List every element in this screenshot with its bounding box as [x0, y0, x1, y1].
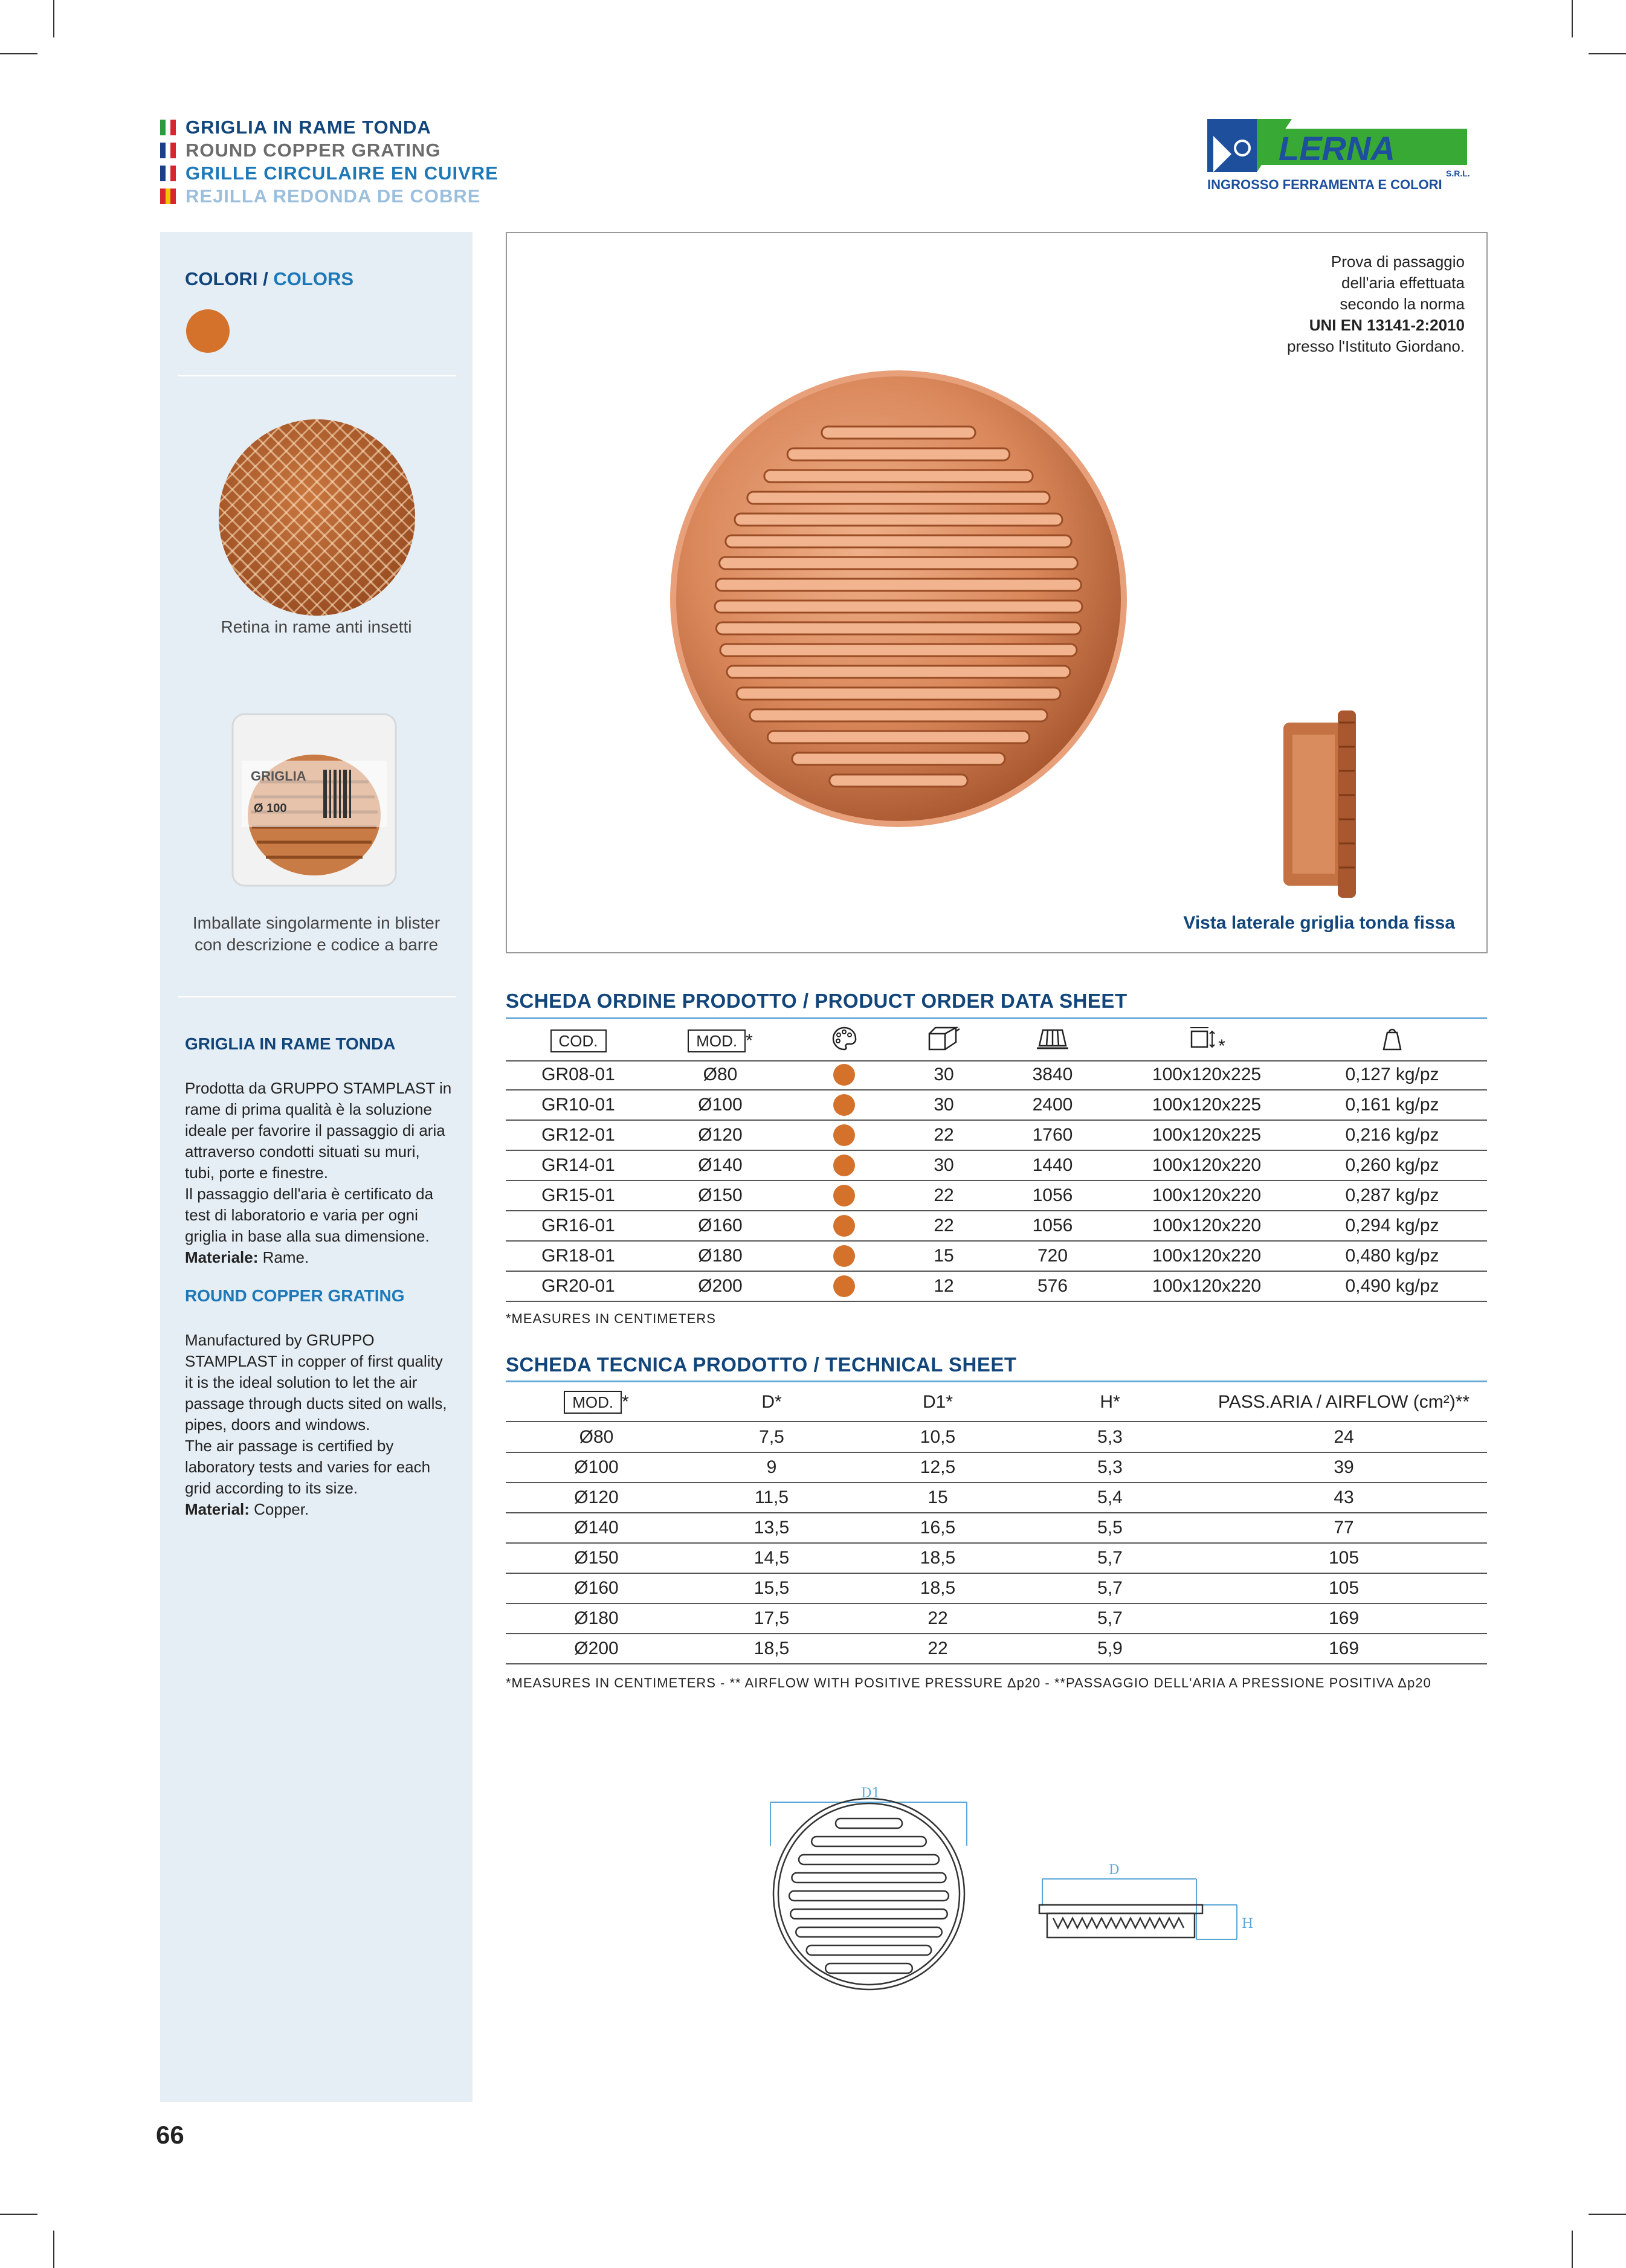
- description-line: tubi, porte e finestre.: [185, 1164, 329, 1182]
- product-title: [160, 117, 431, 138]
- table-row: [506, 1544, 1487, 1574]
- cell-pack: 15: [934, 1246, 954, 1266]
- copper-color-dot: [833, 1275, 855, 1297]
- colors-heading-en: COLORS: [273, 268, 354, 289]
- cell-air: 169: [1328, 1638, 1360, 1658]
- table-row: [506, 1574, 1487, 1604]
- cell-d1: 18,5: [920, 1578, 956, 1598]
- cell-cod: GR10-01: [541, 1095, 615, 1115]
- cell-weight: 0,161 kg/pz: [1345, 1095, 1439, 1115]
- col-h: H*: [1100, 1392, 1120, 1412]
- en-description-heading: ROUND COPPER GRATING: [185, 1286, 405, 1305]
- cell-weight: 0,260 kg/pz: [1345, 1155, 1439, 1175]
- table-row: [506, 1091, 1487, 1121]
- description-line: laboratory tests and varies for each: [185, 1458, 431, 1476]
- table-row: [506, 1121, 1487, 1151]
- cell-air: 39: [1334, 1457, 1354, 1477]
- blister-caption-line: con descrizione e codice a barre: [194, 935, 439, 954]
- cell-mod: Ø200: [698, 1276, 743, 1296]
- copper-color-swatch: [186, 309, 230, 353]
- it-description: [185, 1078, 469, 1268]
- cell-dim: 100x120x225: [1152, 1095, 1262, 1115]
- mod-label: MOD.: [688, 1029, 746, 1052]
- cell-d: 15,5: [753, 1578, 790, 1598]
- cell-dim: 100x120x225: [1152, 1125, 1262, 1145]
- color-dot-cell: [790, 1155, 898, 1176]
- col-d: D*: [761, 1392, 782, 1412]
- divider: [178, 996, 456, 997]
- cell-air: 105: [1328, 1548, 1360, 1568]
- side-view-caption: Vista laterale griglia tonda fissa: [1183, 913, 1455, 933]
- crop-mark: [1589, 53, 1626, 54]
- cell-d: 17,5: [753, 1608, 790, 1628]
- cell-pallet: 1056: [1032, 1185, 1073, 1205]
- color-dot-cell: [790, 1094, 898, 1116]
- cell-h: 5,7: [1097, 1548, 1123, 1568]
- product-title-text: ROUND COPPER GRATING: [186, 140, 441, 161]
- cell-pallet: 3840: [1032, 1065, 1073, 1084]
- cell-dim: 100x120x220: [1152, 1185, 1262, 1205]
- blister-image: [227, 709, 402, 891]
- note-line: dell'aria effettuata: [1341, 274, 1465, 292]
- cell-h: 5,3: [1097, 1427, 1123, 1447]
- cod-label: COD.: [550, 1029, 607, 1052]
- cell-cod: GR15-01: [541, 1185, 615, 1205]
- blister-caption: [160, 912, 473, 956]
- cell-pack: 22: [934, 1216, 954, 1235]
- en-description: [185, 1330, 469, 1520]
- description-line: rame di prima qualità è la soluzione: [185, 1100, 432, 1118]
- description-line: pipes, doors and windows.: [185, 1416, 370, 1434]
- cell-pack: 22: [934, 1125, 954, 1145]
- sidebar: [160, 232, 473, 2102]
- table-row: [506, 1272, 1487, 1302]
- copper-grille-side-image: [1277, 710, 1362, 898]
- cell-weight: 0,127 kg/pz: [1345, 1065, 1439, 1084]
- note-line: Prova di passaggio: [1331, 253, 1465, 271]
- table-row: [506, 1453, 1487, 1483]
- description-line: passage through ducts sited on walls,: [185, 1394, 447, 1413]
- technical-drawing: [764, 1773, 1254, 1991]
- table-row: [506, 1634, 1487, 1664]
- table-row: [506, 1423, 1487, 1453]
- asterisk: *: [746, 1030, 753, 1051]
- cell-mod: Ø150: [574, 1548, 619, 1568]
- description-line: griglia in base alla sua dimensione.: [185, 1227, 430, 1245]
- divider: [178, 375, 456, 376]
- box-icon: [898, 1025, 989, 1057]
- dimensions-icon: [1116, 1025, 1297, 1057]
- label-d1: D1: [861, 1786, 880, 1801]
- blister-size-label: Ø 100: [254, 802, 287, 815]
- mesh-image: [219, 419, 415, 616]
- cell-mod: Ø100: [698, 1095, 743, 1115]
- cell-weight: 0,490 kg/pz: [1345, 1276, 1439, 1296]
- cell-cod: GR14-01: [541, 1155, 615, 1175]
- crop-mark: [0, 2214, 37, 2215]
- product-title: [160, 140, 440, 161]
- it-description-heading: GRIGLIA IN RAME TONDA: [185, 1034, 396, 1053]
- cell-mod: Ø180: [698, 1246, 743, 1266]
- cell-air: 43: [1334, 1487, 1354, 1507]
- crop-mark: [53, 2231, 54, 2268]
- cell-h: 5,7: [1097, 1578, 1123, 1598]
- cell-pack: 12: [934, 1276, 954, 1296]
- table-row: [506, 1181, 1487, 1211]
- asterisk: *: [1218, 1036, 1225, 1056]
- product-title-text: GRILLE CIRCULAIRE EN CUIVRE: [186, 163, 498, 184]
- cell-d1: 15: [928, 1487, 948, 1507]
- table-row: [506, 1604, 1487, 1634]
- copper-grille-front-image: [669, 369, 1128, 828]
- cell-mod: Ø120: [574, 1487, 619, 1507]
- cell-mod: Ø80: [579, 1427, 614, 1447]
- flag-icon: [160, 188, 176, 204]
- cell-mod: Ø120: [698, 1125, 743, 1145]
- cell-d: 13,5: [753, 1518, 790, 1538]
- description-line: grid according to its size.: [185, 1479, 358, 1497]
- cell-h: 5,7: [1097, 1608, 1123, 1628]
- crop-mark: [1589, 2214, 1626, 2215]
- product-title: [160, 185, 480, 207]
- cell-cod: GR16-01: [541, 1216, 615, 1235]
- description-line: it is the ideal solution to let the air: [185, 1373, 418, 1391]
- logo-name: LERNA: [1279, 129, 1395, 167]
- colors-heading: [185, 268, 353, 290]
- cell-cod: GR20-01: [541, 1276, 615, 1296]
- cell-h: 5,3: [1097, 1457, 1123, 1477]
- asterisk: *: [622, 1392, 629, 1412]
- color-dot-cell: [790, 1215, 898, 1237]
- tech-sheet-title: SCHEDA TECNICA PRODOTTO / TECHNICAL SHEET: [506, 1353, 1017, 1376]
- cell-mod: Ø140: [698, 1155, 743, 1175]
- color-dot-cell: [790, 1185, 898, 1206]
- cell-weight: 0,287 kg/pz: [1345, 1185, 1439, 1205]
- cell-pallet: 1440: [1032, 1155, 1073, 1175]
- description-line: Il passaggio dell'aria è certificato da: [185, 1185, 434, 1203]
- description-line: ideale per favorire il passaggio di aria: [185, 1121, 445, 1139]
- cell-d: 11,5: [754, 1487, 789, 1507]
- cell-dim: 100x120x220: [1152, 1216, 1262, 1235]
- blister-label: GRIGLIA: [251, 768, 306, 784]
- color-dot-cell: [790, 1064, 898, 1086]
- cell-dim: 100x120x220: [1152, 1246, 1262, 1266]
- cell-mod: Ø160: [698, 1216, 743, 1235]
- cell-air: 24: [1334, 1427, 1354, 1447]
- tech-sheet-note: *MEASURES IN CENTIMETERS - ** AIRFLOW WITH POSITIVE PRESSURE Δp20 - **PASSAGGIO DELL'ARIA A PRESSIONE POSITIVA Δp20: [506, 1675, 1431, 1690]
- cell-dim: 100x120x220: [1152, 1155, 1262, 1175]
- cell-mod: Ø140: [574, 1518, 619, 1538]
- cell-air: 169: [1328, 1608, 1360, 1628]
- label-h: H: [1242, 1916, 1254, 1931]
- mod-label: MOD.: [564, 1391, 622, 1414]
- col-cod: [506, 1029, 651, 1052]
- lerna-logo: [1207, 118, 1480, 195]
- cell-mod: Ø200: [574, 1638, 619, 1658]
- cell-d1: 18,5: [920, 1548, 956, 1568]
- flag-icon: [160, 166, 176, 181]
- section-rule: [506, 1017, 1487, 1019]
- cell-weight: 0,480 kg/pz: [1345, 1246, 1439, 1266]
- copper-color-dot: [833, 1245, 855, 1267]
- logo-tagline: INGROSSO FERRAMENTA E COLORI: [1207, 177, 1442, 192]
- cell-mod: Ø80: [703, 1065, 738, 1084]
- note-standard: UNI EN 13141-2:2010: [1309, 316, 1465, 334]
- cell-pallet: 720: [1037, 1246, 1068, 1266]
- material-line: [185, 1247, 469, 1268]
- blister-caption-line: Imballate singolarmente in blister: [192, 913, 440, 932]
- col-d1: D1*: [922, 1392, 953, 1412]
- crop-mark: [1572, 0, 1573, 37]
- order-table-header: [506, 1021, 1487, 1062]
- col-mod: [651, 1029, 790, 1052]
- mesh-caption: Retina in rame anti insetti: [221, 617, 412, 636]
- cell-d1: 10,5: [920, 1427, 956, 1447]
- color-dot-cell: [790, 1124, 898, 1146]
- copper-color-dot: [833, 1094, 855, 1116]
- table-row: [506, 1513, 1487, 1544]
- copper-color-dot: [833, 1215, 855, 1237]
- page-number: 66: [156, 2121, 184, 2149]
- copper-color-dot: [833, 1155, 855, 1176]
- cell-air: 77: [1334, 1518, 1354, 1538]
- material-value: Copper.: [249, 1500, 309, 1518]
- flag-icon: [160, 120, 176, 135]
- description-line: STAMPLAST in copper of first quality: [185, 1352, 443, 1370]
- cell-mod: Ø150: [698, 1185, 743, 1205]
- crop-mark: [0, 53, 37, 54]
- cell-dim: 100x120x220: [1152, 1276, 1262, 1296]
- order-sheet-title: SCHEDA ORDINE PRODOTTO / PRODUCT ORDER DATA SHEET: [506, 990, 1128, 1012]
- cell-d: 7,5: [759, 1427, 784, 1447]
- color-palette-icon: [790, 1025, 898, 1057]
- material-label: Material:: [185, 1500, 250, 1518]
- crop-mark: [53, 0, 54, 37]
- colors-heading-it: COLORI /: [185, 268, 268, 289]
- airflow-test-note: [1287, 251, 1465, 357]
- cell-pack: 22: [934, 1185, 954, 1205]
- material-value: Rame.: [258, 1248, 309, 1266]
- cell-pallet: 1056: [1032, 1216, 1073, 1235]
- section-rule: [506, 1380, 1487, 1382]
- cell-d: 9: [766, 1457, 777, 1477]
- description-line: test di laboratorio e varia per ogni: [185, 1206, 418, 1224]
- cell-d: 14,5: [753, 1548, 790, 1568]
- description-line: Prodotta da GRUPPO STAMPLAST in: [185, 1079, 452, 1097]
- cell-d1: 22: [928, 1608, 948, 1628]
- flag-icon: [160, 143, 176, 158]
- copper-color-dot: [833, 1185, 855, 1206]
- material-line: [185, 1499, 469, 1520]
- cell-weight: 0,294 kg/pz: [1345, 1216, 1439, 1235]
- col-airflow: PASS.ARIA / AIRFLOW (cm²)**: [1218, 1392, 1470, 1412]
- cell-air: 105: [1328, 1578, 1360, 1598]
- table-row: [506, 1060, 1487, 1091]
- pallet-icon: [989, 1025, 1116, 1057]
- table-row: [506, 1242, 1487, 1272]
- table-row: [506, 1151, 1487, 1181]
- cell-cod: GR08-01: [541, 1065, 615, 1084]
- product-title-text: GRIGLIA IN RAME TONDA: [186, 117, 431, 138]
- material-label: Materiale:: [185, 1248, 259, 1266]
- cell-pallet: 576: [1037, 1276, 1068, 1296]
- logo-suffix: S.R.L.: [1446, 169, 1470, 178]
- note-institute: presso l'Istituto Giordano.: [1287, 337, 1465, 355]
- cell-pallet: 2400: [1032, 1095, 1073, 1115]
- note-line: secondo la norma: [1340, 295, 1465, 313]
- product-title-text: REJILLA REDONDA DE COBRE: [186, 185, 481, 207]
- weight-icon: [1297, 1025, 1487, 1057]
- cell-d: 18,5: [753, 1638, 790, 1658]
- tech-table-header: [506, 1384, 1487, 1422]
- cell-weight: 0,216 kg/pz: [1345, 1125, 1439, 1145]
- cell-h: 5,9: [1097, 1638, 1123, 1658]
- cell-cod: GR12-01: [541, 1125, 615, 1145]
- product-title: [160, 163, 498, 184]
- note-lines: [1287, 251, 1465, 315]
- cell-h: 5,5: [1097, 1518, 1123, 1538]
- order-sheet-note: *MEASURES IN CENTIMETERS: [506, 1311, 716, 1326]
- description-line: The air passage is certified by: [185, 1437, 394, 1455]
- cell-h: 5,4: [1097, 1487, 1123, 1507]
- color-dot-cell: [790, 1245, 898, 1267]
- table-row: [506, 1483, 1487, 1513]
- cell-pack: 30: [934, 1095, 954, 1115]
- copper-color-dot: [833, 1124, 855, 1146]
- cell-d1: 22: [928, 1638, 948, 1658]
- label-d: D: [1109, 1863, 1120, 1878]
- table-row: [506, 1211, 1487, 1242]
- crop-mark: [1572, 2231, 1573, 2268]
- cell-pack: 30: [934, 1155, 954, 1175]
- cell-cod: GR18-01: [541, 1246, 615, 1266]
- cell-pack: 30: [934, 1065, 954, 1084]
- copper-color-dot: [833, 1064, 855, 1086]
- cell-pallet: 1760: [1032, 1125, 1073, 1145]
- cell-d1: 16,5: [920, 1518, 956, 1538]
- color-dot-cell: [790, 1275, 898, 1297]
- description-line: attraverso condotti situati su muri,: [185, 1142, 420, 1161]
- description-line: Manufactured by GRUPPO: [185, 1331, 375, 1349]
- cell-mod: Ø100: [574, 1457, 619, 1477]
- col-mod: [506, 1391, 687, 1414]
- cell-dim: 100x120x225: [1152, 1065, 1262, 1084]
- cell-d1: 12,5: [920, 1457, 956, 1477]
- logo-graphic: [1207, 118, 1480, 195]
- product-photo-box: [506, 232, 1488, 953]
- cell-mod: Ø180: [574, 1608, 619, 1628]
- cell-mod: Ø160: [574, 1578, 619, 1598]
